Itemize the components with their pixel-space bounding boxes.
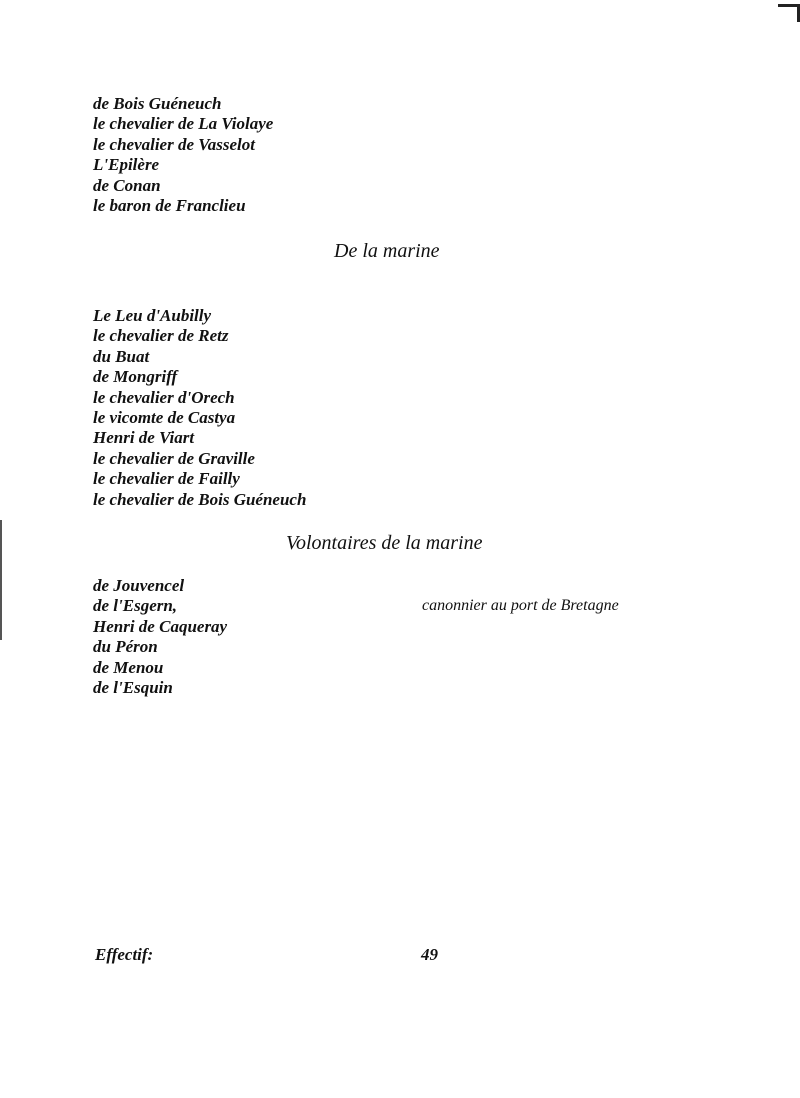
list-item: du Buat xyxy=(93,346,150,366)
list-item: de Menou xyxy=(93,657,164,677)
list-item: de Mongriff xyxy=(93,367,178,387)
list-item: Henri de Caqueray xyxy=(93,616,228,636)
list-item: le chevalier de Failly xyxy=(93,469,240,489)
footer-label: Effectif: xyxy=(95,945,154,964)
list-item: le chevalier de Vasselot xyxy=(93,134,255,154)
scan-corner-mark xyxy=(778,4,800,22)
list-item: de Bois Guéneuch xyxy=(93,94,222,113)
list-item: de Conan xyxy=(93,175,161,195)
section-heading-marine: De la marine xyxy=(334,240,440,262)
list-item: Le Leu d'Aubilly xyxy=(93,306,212,325)
list-item: le vicomte de Castya xyxy=(93,408,236,428)
section-heading-volontaires: Volontaires de la marine xyxy=(286,532,483,554)
page-number: 49 xyxy=(421,945,438,964)
list-item: le baron de Franclieu xyxy=(93,196,246,216)
list-item: Henri de Viart xyxy=(93,428,195,448)
volontaires-list xyxy=(93,576,227,698)
list-item: de l'Esquin xyxy=(93,678,173,698)
list-item: de Jouvencel xyxy=(93,576,185,595)
list-item: L'Epilère xyxy=(93,155,160,175)
list-item: le chevalier de Graville xyxy=(93,448,255,468)
list-item: de l'Esgern, xyxy=(93,596,178,616)
marine-list xyxy=(93,306,306,510)
scan-edge-mark xyxy=(0,520,2,640)
list-item: le chevalier de Bois Guéneuch xyxy=(93,489,307,509)
list-item: le chevalier de La Violaye xyxy=(93,114,274,134)
annotation-note: canonnier au port de Bretagne xyxy=(422,597,619,614)
list-item: le chevalier de Retz xyxy=(93,326,229,346)
list-item: du Péron xyxy=(93,637,158,657)
list-item: le chevalier d'Orech xyxy=(93,387,235,407)
officer-list xyxy=(93,94,273,216)
